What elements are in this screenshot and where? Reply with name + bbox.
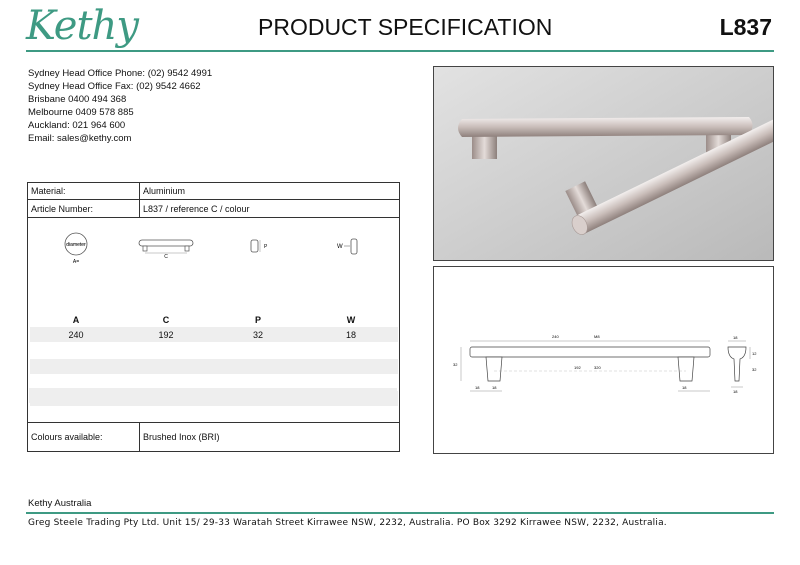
colours-row <box>27 422 400 452</box>
contact-line: Email: sales@kethy.com <box>28 133 132 144</box>
contact-line: Melbourne 0409 578 885 <box>28 107 134 118</box>
dim-header-p: P <box>254 315 261 325</box>
dim-value-c: 192 <box>158 330 174 340</box>
handle-render-image <box>434 67 774 261</box>
diameter-label: diameter <box>66 242 86 248</box>
colours-label: Colours available: <box>27 422 140 452</box>
dim-foot-left-label: 18 <box>475 385 480 390</box>
a-mark-label: A= <box>72 259 80 265</box>
side-base-label: 18 <box>733 389 738 394</box>
page-title: PRODUCT SPECIFICATION <box>258 14 553 40</box>
dim-header-c: C <box>162 315 170 325</box>
spec-table <box>27 182 400 452</box>
contact-line: Sydney Head Office Phone: (02) 9542 4991 <box>28 68 213 79</box>
dim-centers-alt-label: 320 <box>594 365 601 370</box>
footer-address: Greg Steele Trading Pty Ltd. Unit 15/ 29-33 Waratah Street Kirrawee NSW, 2232, Australia. PO Box 3292 Kirrawee NSW, 2232, Australia. <box>28 518 667 528</box>
article-row <box>27 199 400 218</box>
table-row <box>30 359 398 374</box>
article-label: Article Number: <box>27 199 140 218</box>
diameter-icon <box>58 229 94 265</box>
material-value: Aluminium <box>139 182 400 200</box>
technical-drawing <box>433 266 774 454</box>
material-row <box>27 182 400 200</box>
header-rule <box>26 50 774 52</box>
dim-foot-inner-label: 18 <box>492 385 497 390</box>
brand-logo: Kethy <box>26 3 138 49</box>
dim-value-w: 18 <box>345 330 356 340</box>
article-value: L837 / reference C / colour <box>139 199 400 218</box>
side-p-label: 12 <box>752 351 757 356</box>
dim-centers-label: 192 <box>574 365 581 370</box>
product-code: L837 <box>719 14 772 40</box>
w-mark-label: W <box>337 244 343 250</box>
side-top-label: 18 <box>733 335 738 340</box>
dim-overall-label: 240 <box>552 334 559 339</box>
table-row <box>29 388 397 403</box>
footer-company: Kethy Australia <box>28 498 92 509</box>
contact-block <box>28 67 212 145</box>
side-h-label: 32 <box>752 367 757 372</box>
c-mark-label: C <box>164 254 168 259</box>
handle-drawing-svg <box>434 267 775 455</box>
contact-line: Brisbane 0400 494 368 <box>28 94 127 105</box>
p-mark-label: P <box>264 244 268 250</box>
footer-rule <box>26 512 774 514</box>
dim-foot-right-label: 18 <box>682 385 687 390</box>
product-photo <box>433 66 774 261</box>
handle-length-icon <box>136 235 196 259</box>
dim-header-w: W <box>346 315 356 325</box>
dim-overall-alt-label: M8 <box>594 334 600 339</box>
material-label: Material: <box>27 182 140 200</box>
width-icon <box>334 235 368 259</box>
colours-value: Brushed Inox (BRI) <box>139 422 400 452</box>
dim-height-label: 32 <box>453 362 458 367</box>
projection-icon <box>246 237 270 257</box>
dim-value-p: 32 <box>252 330 263 340</box>
dim-header-a: A <box>72 315 80 325</box>
dim-value-a: 240 <box>68 330 84 340</box>
contact-line: Auckland: 021 964 600 <box>28 120 126 131</box>
contact-line: Sydney Head Office Fax: (02) 9542 4662 <box>28 81 201 92</box>
